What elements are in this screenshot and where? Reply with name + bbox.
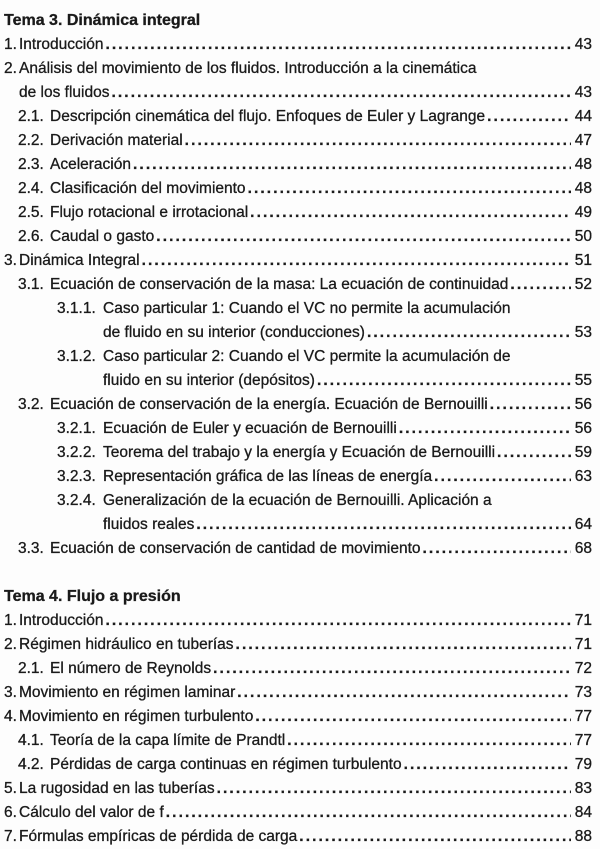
entry-text: La rugosidad en las tuberías: [19, 780, 215, 797]
entry-number: 3.1.1.: [57, 300, 96, 317]
entry-page-number: 72: [574, 660, 592, 677]
entry-number: 4.2.: [18, 756, 44, 773]
toc-entry-line: [0, 297, 592, 321]
toc-entry-line: [0, 705, 592, 729]
entry-number: 2.2.: [18, 132, 44, 149]
dot-leader: [237, 681, 571, 705]
dot-leader: [133, 153, 571, 177]
dot-leader: [287, 729, 571, 753]
entry-page-number: 49: [574, 204, 592, 221]
toc-entry-line: [0, 753, 592, 777]
dot-leader: [248, 177, 571, 201]
toc-entry-line: [0, 129, 592, 153]
entry-text: Ecuación de conservación de cantidad de movimiento: [50, 540, 421, 557]
entry-text: Cálculo del valor de f: [19, 804, 164, 821]
entry-text: Dinámica Integral: [19, 252, 140, 269]
entry-number: 3.: [4, 252, 17, 269]
entry-page-number: 71: [574, 636, 592, 653]
toc-entry-line: [0, 489, 592, 513]
toc-entry-line: [0, 393, 592, 417]
entry-text: Caso particular 2: Cuando el VC permite la acumulación de: [103, 348, 511, 365]
dot-leader: [423, 537, 571, 561]
dot-leader: [213, 657, 571, 681]
entry-page-number: 71: [574, 612, 592, 629]
toc-entry-line: [0, 441, 592, 465]
dot-leader: [156, 225, 570, 249]
entry-text: Ecuación de Euler y ecuación de Bernouilli: [103, 420, 397, 437]
dot-leader: [497, 441, 571, 465]
entry-page-number: 59: [574, 444, 592, 461]
entry-number: 3.2.4.: [57, 492, 96, 509]
dot-leader: [434, 465, 571, 489]
dot-leader: [142, 249, 571, 273]
toc-entry-line: [0, 105, 592, 129]
entry-page-number: 56: [574, 420, 592, 437]
dot-leader: [510, 273, 570, 297]
entry-number: 3.2.1.: [57, 420, 96, 437]
entry-number: 3.2.2.: [57, 444, 96, 461]
dot-leader: [490, 393, 571, 417]
entry-number: 7.: [4, 828, 17, 845]
dot-leader: [185, 129, 571, 153]
entry-text: Régimen hidráulico en tuberías: [19, 636, 234, 653]
entry-text: Movimiento en régimen turbulento: [19, 708, 254, 725]
dot-leader: [317, 369, 571, 393]
entry-number: 4.: [4, 708, 17, 725]
entry-text: Teorema del trabajo y la energía y Ecuación de Bernouilli: [103, 444, 496, 461]
toc-entry-line: [0, 201, 592, 225]
toc-entry-line: [0, 777, 592, 801]
entry-page-number: 83: [574, 780, 592, 797]
entry-number: 1.: [4, 36, 17, 53]
dot-leader: [299, 825, 570, 849]
entry-text: Movimiento en régimen laminar: [19, 684, 236, 701]
toc-entry-line: [0, 513, 592, 537]
entry-page-number: 88: [574, 828, 592, 845]
entry-text: Flujo rotacional e irrotacional: [50, 204, 249, 221]
toc-entry-line: [0, 657, 592, 681]
entry-text: Análisis del movimiento de los fluidos. Introducción a la cinemática: [19, 60, 477, 77]
entry-page-number: 56: [574, 396, 592, 413]
entry-number: 2.1.: [18, 660, 44, 677]
toc-entry-line: [0, 225, 592, 249]
entry-text: fluido en su interior (depósitos): [103, 372, 315, 389]
entry-page-number: 48: [574, 156, 592, 173]
toc-entry-line: [0, 681, 592, 705]
entry-number: 2.5.: [18, 204, 44, 221]
dot-leader: [487, 105, 571, 129]
entry-page-number: 79: [574, 756, 592, 773]
toc-entry-line: [0, 321, 592, 345]
entry-number: 6.: [4, 804, 17, 821]
entry-number: 3.1.2.: [57, 348, 96, 365]
toc-entry-line: [0, 537, 592, 561]
toc-entry-line: [0, 177, 592, 201]
entry-text: Derivación material: [50, 132, 183, 149]
entry-text: Pérdidas de carga continuas en régimen turbulento: [50, 756, 402, 773]
dot-leader: [250, 201, 571, 225]
entry-text: Clasificación del movimiento: [50, 180, 246, 197]
entry-number: 2.: [4, 60, 17, 77]
entry-number: 3.1.: [18, 276, 44, 293]
toc-entry-line: [0, 801, 592, 825]
entry-number: 2.1.: [18, 108, 44, 125]
entry-text: Representación gráfica de las líneas de energía: [103, 468, 433, 485]
entry-text: fluidos reales: [103, 516, 195, 533]
entry-page-number: 84: [574, 804, 592, 821]
entry-number: 3.: [4, 684, 17, 701]
toc-entry-line: [0, 345, 592, 369]
toc-entry-line: [0, 465, 592, 489]
entry-text: Teoría de la capa límite de Prandtl: [50, 732, 286, 749]
entry-page-number: 68: [574, 540, 592, 557]
entry-number: 3.2.: [18, 396, 44, 413]
dot-leader: [166, 801, 571, 825]
entry-page-number: 64: [574, 516, 592, 533]
toc-entry-line: [0, 273, 592, 297]
entry-page-number: 63: [574, 468, 592, 485]
entry-text: Introducción: [19, 612, 104, 629]
entry-text: de los fluidos: [19, 84, 110, 101]
entry-page-number: 43: [574, 36, 592, 53]
entry-text: Introducción: [19, 36, 104, 53]
entry-text: Caso particular 1: Cuando el VC no permite la acumulación: [103, 300, 511, 317]
dot-leader: [404, 753, 571, 777]
entry-page-number: 44: [574, 108, 592, 125]
entry-number: 2.: [4, 636, 17, 653]
entry-text: Caudal o gasto: [50, 228, 155, 245]
toc-entry-line: [0, 33, 592, 57]
entry-number: 3.2.3.: [57, 468, 96, 485]
entry-page-number: 52: [574, 276, 592, 293]
toc-section: [0, 9, 592, 561]
entry-page-number: 77: [574, 732, 592, 749]
toc-entry-line: [0, 633, 592, 657]
entry-text: Descripción cinemática del flujo. Enfoques de Euler y Lagrange: [50, 108, 486, 125]
dot-leader: [255, 705, 570, 729]
entry-number: 3.3.: [18, 540, 44, 557]
entry-number: 4.1.: [18, 732, 44, 749]
toc-entry-line: [0, 417, 592, 441]
entry-page-number: 50: [574, 228, 592, 245]
dot-leader: [217, 777, 571, 801]
entry-page-number: 43: [574, 84, 592, 101]
entry-text: Fórmulas empíricas de pérdida de carga: [19, 828, 298, 845]
toc-section: [0, 585, 592, 849]
dot-leader: [105, 609, 570, 633]
entry-text: Ecuación de conservación de la energía. Ecuación de Bernouilli: [50, 396, 488, 413]
entry-text: Aceleración: [50, 156, 131, 173]
toc-entry-line: [0, 249, 592, 273]
toc-entry-line: [0, 825, 592, 849]
entry-number: 5.: [4, 780, 17, 797]
entry-number: 2.4.: [18, 180, 44, 197]
entry-page-number: 55: [574, 372, 592, 389]
entry-text: Ecuación de conservación de la masa: La ecuación de continuidad: [50, 276, 509, 293]
dot-leader: [367, 321, 571, 345]
dot-leader: [105, 33, 570, 57]
toc-entry-line: [0, 153, 592, 177]
toc-entry-line: [0, 729, 592, 753]
section-heading: Tema 3. Dinámica integral: [4, 12, 201, 29]
entry-page-number: 51: [574, 252, 592, 269]
entry-number: 2.6.: [18, 228, 44, 245]
entry-page-number: 77: [574, 708, 592, 725]
entry-text: de fluido en su interior (conducciones): [103, 324, 365, 341]
toc-entry-line: [0, 57, 592, 81]
toc-entry-line: [0, 369, 592, 393]
dot-leader: [196, 513, 570, 537]
dot-leader: [111, 81, 570, 105]
entry-page-number: 47: [574, 132, 592, 149]
entry-page-number: 53: [574, 324, 592, 341]
toc-entry-line: [0, 81, 592, 105]
entry-text: Generalización de la ecuación de Bernouilli. Aplicación a: [103, 492, 492, 509]
dot-leader: [236, 633, 571, 657]
toc-entry-line: [0, 609, 592, 633]
entry-page-number: 48: [574, 180, 592, 197]
entry-number: 2.3.: [18, 156, 44, 173]
section-heading: Tema 4. Flujo a presión: [4, 588, 181, 605]
toc-sections-container: [0, 9, 592, 849]
entry-text: El número de Reynolds: [50, 660, 212, 677]
entry-page-number: 73: [574, 684, 592, 701]
entry-number: 1.: [4, 612, 17, 629]
dot-leader: [399, 417, 571, 441]
